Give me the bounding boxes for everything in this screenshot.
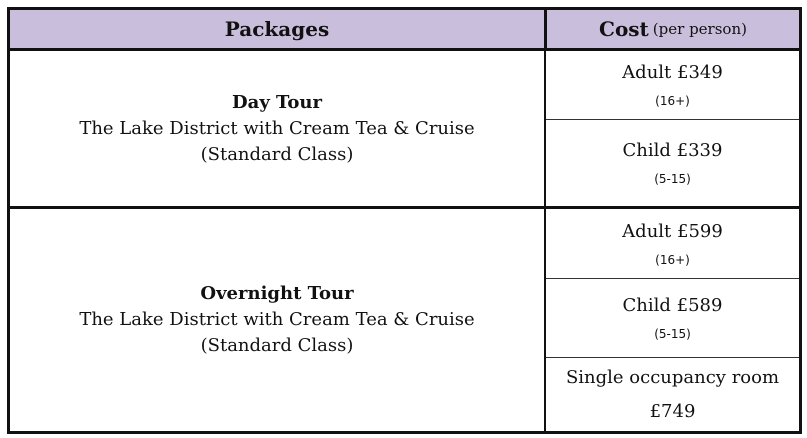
package-name: Day Tour [232,91,322,113]
price-label: Single occupancy room [565,366,780,388]
price-cell [546,279,799,358]
table-row [10,209,799,431]
price-cell-group [544,51,799,206]
price-cell [546,120,799,206]
package-cell [10,51,544,206]
price-label: Adult £599 [622,220,723,242]
table-header [10,10,799,51]
price-label: Adult £349 [622,62,723,83]
age-range: (16+) [655,94,690,108]
cost-header-label: Cost [599,17,649,41]
cost-header-note: (per person) [652,20,747,38]
price-label: Child £589 [622,295,723,316]
age-range: (16+) [655,252,690,267]
package-description: The Lake District with Cream Tea & Cruise (Standard Class) [79,117,475,165]
cost-column-header [544,10,799,48]
age-range: (5-15) [654,327,691,341]
price-cell [546,51,799,120]
age-range: (5-15) [654,172,691,186]
package-cell [10,209,544,431]
price-label: Child £339 [622,140,723,161]
package-name: Overnight Tour [200,283,354,304]
package-description: The Lake District with Cream Tea & Cruise (Standard Class) [79,309,475,356]
packages-column-header: Packages [224,17,330,41]
table-row [10,51,799,209]
price-cell [546,358,799,431]
price-cell-group [544,209,799,431]
pricing-table [7,7,802,434]
price-amount: £749 [649,400,696,422]
price-cell [546,209,799,279]
